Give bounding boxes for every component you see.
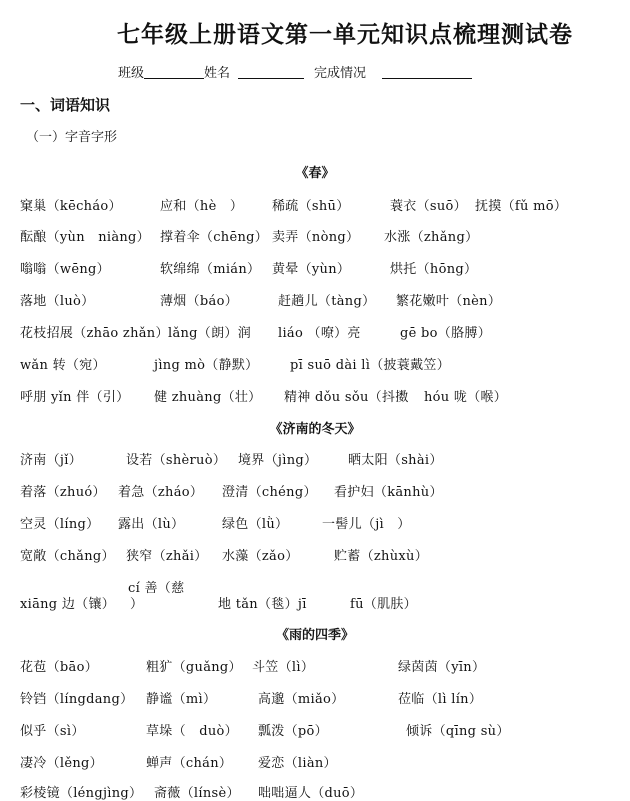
vocab-item: 呼朋 yǐn 伴（引） xyxy=(20,390,130,405)
vocab-item: pī suō dài lì（披蓑戴笠） xyxy=(290,358,450,373)
vocab-item: 斋薇（línsè） xyxy=(154,786,240,801)
vocab-item: 应和（hè ） xyxy=(160,199,244,214)
name-blank[interactable] xyxy=(238,64,304,79)
vocab-item: 贮蓄（zhùxù） xyxy=(334,549,428,564)
vocab-item: 薄烟（báo） xyxy=(160,294,238,309)
vocab-item: 稀疏（shū） xyxy=(272,199,350,214)
vocab-item: fū（肌肤） xyxy=(350,597,417,612)
vocab-item: 粗犷（guǎng） xyxy=(146,660,242,675)
lesson-title: 《春》 xyxy=(295,166,335,181)
vocab-item: 澄清（chéng） xyxy=(222,485,317,500)
vocab-item: 着落（zhuó） xyxy=(20,485,106,500)
vocab-item: ） xyxy=(130,597,144,612)
vocab-item: 繁花嫩叶（nèn） xyxy=(396,294,502,309)
vocab-item: 花枝招展（zhāo zhǎn） xyxy=(20,326,169,341)
vocab-item: 爱恋（liàn） xyxy=(258,756,337,771)
vocab-item: hóu 咙（喉） xyxy=(424,390,508,405)
lesson-title: 《济南的冬天》 xyxy=(269,422,361,437)
vocab-item: 着急（zháo） xyxy=(118,485,204,500)
vocab-item: xiāng 边（镶） xyxy=(20,597,116,612)
vocab-item: 空灵（líng） xyxy=(20,517,100,532)
vocab-item: 酝酿（yùn niàng） xyxy=(20,230,150,245)
class-label: 班级 xyxy=(118,66,145,81)
vocab-item: 健 zhuàng（壮） xyxy=(154,390,262,405)
vocab-item: 一髻儿（jì ） xyxy=(322,517,411,532)
info-line xyxy=(118,62,472,81)
vocab-item: 软绵绵（mián） xyxy=(160,262,261,277)
vocab-item: 露出（lù） xyxy=(118,517,185,532)
vocab-item: 蝉声（chán） xyxy=(146,756,233,771)
vocab-item: 黄晕（yùn） xyxy=(272,262,351,277)
vocab-item: 宽敞（chǎng） xyxy=(20,549,115,564)
vocab-item: 蓑衣（suō） xyxy=(390,199,467,214)
vocab-item: 精神 dǒu sǒu（抖擞 xyxy=(284,390,409,405)
vocab-item: 倾诉（qīng sù） xyxy=(406,724,510,739)
vocab-item: 似乎（sì） xyxy=(20,724,85,739)
vocab-item: gē bo（胳膊） xyxy=(400,326,491,341)
vocab-item: liáo （嘹）亮 xyxy=(278,326,361,341)
vocab-item: 花苞（bāo） xyxy=(20,660,98,675)
vocab-item: lǎng（朗）润 xyxy=(168,326,252,341)
vocab-item: 绿茵茵（yīn） xyxy=(398,660,486,675)
vocab-item: wǎn 转（宛） xyxy=(20,358,106,373)
vocab-item: 咄咄逼人（duō） xyxy=(258,786,364,801)
vocab-item: 水藻（zǎo） xyxy=(222,549,299,564)
vocab-item: jìng mò（静默） xyxy=(154,358,259,373)
vocab-item: 凄冷（lěng） xyxy=(20,756,103,771)
vocab-item: 铃铛（língdang） xyxy=(20,692,134,707)
status-blank[interactable] xyxy=(382,64,472,79)
vocab-item: 赶趟儿（tàng） xyxy=(278,294,376,309)
vocab-item: 窠巢（kēcháo） xyxy=(20,199,122,214)
vocab-item: 彩棱镜（léngjìng） xyxy=(20,786,143,801)
vocab-item: 绿色（lǜ） xyxy=(222,517,289,532)
subsection-heading: （一）字音字形 xyxy=(26,130,118,145)
vocab-item: 抚摸（fǔ mō） xyxy=(475,199,568,214)
vocab-item: 设若（shèruò） xyxy=(126,453,227,468)
vocab-item: 看护妇（kānhù） xyxy=(334,485,443,500)
vocab-item: 静谧（mì） xyxy=(146,692,217,707)
vocab-item: 草垛（ duò） xyxy=(146,724,238,739)
name-label: 姓名 xyxy=(204,66,231,81)
page-title: 七年级上册语文第一单元知识点梳理测试卷 xyxy=(117,21,573,48)
vocab-item: 撑着伞（chēng） xyxy=(160,230,269,245)
vocab-item: 狭窄（zhǎi） xyxy=(126,549,208,564)
vocab-item: 高邈（miǎo） xyxy=(258,692,345,707)
vocab-item: 斗笠（lì） xyxy=(252,660,315,675)
vocab-item: 晒太阳（shài） xyxy=(348,453,443,468)
vocab-item: 境界（jìng） xyxy=(238,453,318,468)
vocab-item: cí 善（慈 xyxy=(128,581,185,596)
status-label: 完成情况 xyxy=(314,66,367,81)
vocab-item: 地 tǎn（毯）jī xyxy=(218,597,307,612)
vocab-item: 济南（jǐ） xyxy=(20,453,82,468)
vocab-item: 落地（luò） xyxy=(20,294,95,309)
vocab-item: 烘托（hōng） xyxy=(390,262,478,277)
vocab-item: 水涨（zhǎng） xyxy=(384,230,479,245)
class-blank[interactable] xyxy=(144,64,204,79)
vocab-item: 嗡嗡（wēng） xyxy=(20,262,110,277)
vocab-item: 莅临（lì lín） xyxy=(398,692,483,707)
vocab-item: 瓢泼（pō） xyxy=(258,724,328,739)
lesson-title: 《雨的四季》 xyxy=(275,628,354,643)
vocab-item: 卖弄（nòng） xyxy=(272,230,360,245)
section-heading: 一、词语知识 xyxy=(20,96,111,114)
